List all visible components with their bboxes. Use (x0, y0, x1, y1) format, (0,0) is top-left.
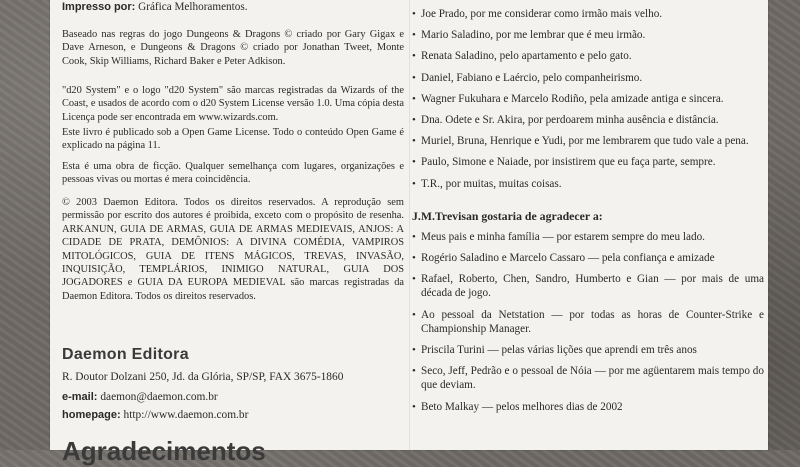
publisher-email (62, 388, 218, 406)
thanks-list-2 (412, 230, 764, 414)
email-label: e-mail: (62, 391, 98, 403)
list-item: • Rafael, Roberto, Chen, Sandro, Humberto e Gian — por mais de uma década de jogo. (412, 272, 764, 300)
list-item: • Muriel, Bruna, Henrique e Yudi, por me lembrarem que tudo vale a pena. (412, 134, 764, 148)
acknowledgements-heading: Agradecimentos (62, 436, 266, 466)
list-item: • Ao pessoal da Netstation — por todas as horas de Counter-Strike e Championship Manager. (412, 308, 764, 336)
list-item: • Wagner Fukuhara e Marcelo Rodiño, pela amizade antiga e sincera. (412, 92, 764, 106)
list-item: • Mario Saladino, por me lembrar que é meu irmão. (412, 28, 764, 42)
list-item: • Dna. Odete e Sr. Akira, por perdoarem minha ausência e distância. (412, 113, 764, 127)
ogl-paragraph: Este livro é publicado sob a Open Game License. Todo o conteúdo Open Game é explicado na página 11. (62, 127, 404, 152)
publisher-title: Daemon Editora (62, 346, 189, 363)
list-item: • Seco, Jeff, Pedrão e o pessoal de Nóia — por me agüentarem mais tempo do que deviam. (412, 364, 764, 392)
printer-label: Impresso por: (62, 1, 136, 13)
publisher-address: R. Doutor Dolzani 250, Jd. da Glória, SP/SP, FAX 3675-1860 (62, 371, 344, 383)
section-title: J.M.Trevisan gostaria de agradecer a: (412, 208, 603, 223)
email-link[interactable]: daemon@daemon.com.br (97, 391, 218, 403)
homepage-label: homepage: (62, 409, 121, 421)
left-column (50, 0, 410, 466)
list-item: • Priscila Turini — pelas várias lições que aprendi em três anos (412, 343, 764, 357)
list-item: • Renata Saladino, pelo apartamento e pelo gato. (412, 49, 764, 63)
printer-value: Gráfica Melhoramentos. (135, 1, 248, 13)
printer-line (62, 1, 248, 13)
right-column (410, 0, 768, 450)
d20-trademark-paragraph: "d20 System" e o logo "d20 System" são marcas registradas da Wizards of the Coast, e usados de acordo com o d20 System License versão 1.0. Uma cópia desta Licença pode ser encontrada em www.wizards.com. (62, 85, 404, 123)
publisher-homepage (62, 406, 248, 424)
homepage-link[interactable]: http://www.daemon.com.br (120, 409, 249, 421)
dnd-credits-paragraph: Baseado nas regras do jogo Dungeons & Dragons © criado por Gary Gigax e Dave Arneson, e Dungeons & Dragons © criado por Jonathan Tweet, Monte Cook, Skip Williams, Richard Baker e Peter Adkison. (62, 29, 404, 67)
list-item: • Beto Malkay — pelos melhores dias de 2002 (412, 400, 764, 414)
list-item: • Daniel, Fabiano e Laércio, pelo companheirismo. (412, 71, 764, 85)
copyright-paragraph: © 2003 Daemon Editora. Todos os direitos reservados. A reprodução sem permissão por escrito dos autores é proibida, exceto com o propósito de resenha. ARKANUN, GUIA DE ARMAS, GUIA DE ARMAS MEDIEVAIS, ANJOS: A CIDADE DE PRATA, DEMÔNIOS: A DIVINA COMÉDIA, VAMPIROS MITOLÓGICOS, GUIA DE ITENS MÁGICOS, TREVAS, INVASÃO, INQUISIÇÃO, TEMPLÁRIOS, INIMIGO NATURAL, GUIA DOS JOGADORES e GUIA DA EUROPA MEDIEVAL são marcas registradas da Daemon Editora. Todos os direitos reservados. (62, 197, 404, 302)
list-item: • T.R., por muitas, muitas coisas. (412, 177, 764, 191)
list-item: • Paulo, Simone e Naiade, por insistirem que eu faça parte, sempre. (412, 155, 764, 169)
list-item: • Meus pais e minha família — por estarem sempre do meu lado. (412, 230, 764, 244)
list-item: • Joe Prado, por me considerar como irmão mais velho. (412, 7, 764, 21)
list-item: • Rogério Saladino e Marcelo Cassaro — pela confiança e amizade (412, 251, 764, 265)
fiction-disclaimer-paragraph: Esta é uma obra de ficção. Qualquer semelhança com lugares, organizações e pessoas vivas ou mortas é mera coincidência. (62, 161, 404, 186)
thanks-list-1 (412, 7, 764, 191)
